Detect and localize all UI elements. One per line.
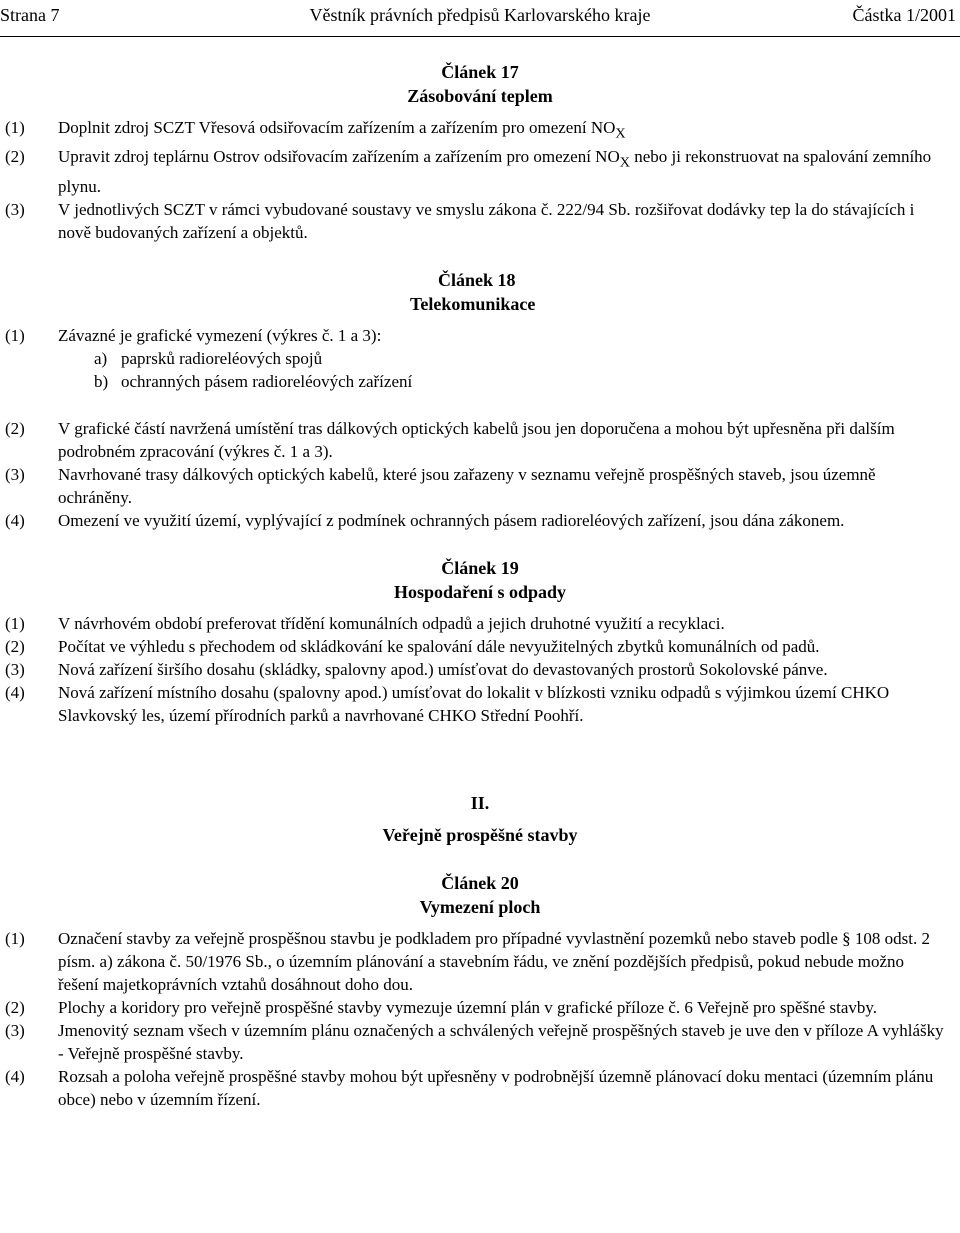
item-text: Doplnit zdroj SCZT Vřesová odsiřovacím zařízením a zařízením pro omezení NO [58, 118, 616, 137]
subitem-label: a) [94, 348, 108, 368]
item-number: (4) [5, 682, 25, 702]
item-number: (2) [5, 418, 25, 438]
item-text: Počítat ve výhledu s přechodem od skládkování ke spalování dále nevyužitelných zbytků komunálních od padů. [58, 636, 820, 656]
subitem-label: b) [94, 371, 109, 391]
document-body [0, 60, 960, 1111]
article-19-item [0, 635, 960, 658]
item-number: (1) [5, 928, 25, 948]
item-text: Plochy a koridory pro veřejně prospěšné stavby vymezuje územní plán v grafické příloze č. 6 Veřejně pro spěšné stavby. [58, 997, 878, 1017]
article-18-subitem [0, 370, 960, 393]
item-text: Označení stavby za veřejně prospěšnou stavbu je podkladem pro případné vyvlastnění pozemků nebo staveb podle § 108 odst. 2 písm. a) zákona č. 50/1976 Sb., o územním plánování a stavebním řádu, ve znění pozdějších předpisů, pokud nebude možno řešení majetkoprávních vztahů dosáhnout doho dou. [58, 928, 930, 994]
item-number: (2) [5, 636, 25, 656]
article-18-item [0, 509, 960, 532]
article-20-item [0, 996, 960, 1019]
article-18-heading: Telekomunikace [410, 293, 536, 314]
subitem-text: paprsků radioreléových spojů [121, 348, 323, 368]
article-20-item [0, 1019, 960, 1065]
item-number: (1) [5, 118, 25, 137]
item-text: Jmenovitý seznam všech v územním plánu označených a schválených veřejně prospěšných staveb je uve den v příloze A vyhlášky - Veřejně prospěšné stavby. [58, 1020, 944, 1063]
item-number: (4) [5, 510, 25, 530]
article-20-item [0, 927, 960, 996]
article-18-subitem [0, 347, 960, 370]
item-text: Rozsah a poloha veřejně prospěšné stavby mohou být upřesněny v podrobnější územně plánovací doku mentaci (územním plánu obce) nebo v územním řízení. [58, 1066, 934, 1109]
item-number: (1) [5, 613, 25, 633]
article-19-heading: Hospodaření s odpady [393, 581, 567, 602]
item-text: V grafické částí navržená umístění tras dálkových optických kabelů jsou jen doporučena a mohou být upřesněna při dalším podrobném zpracování (výkres č. 1 a 3). [58, 418, 895, 461]
article-18-item [0, 417, 960, 463]
journal-title: Věstník právních předpisů Karlovarského kraje [309, 5, 651, 25]
item-number: (1) [5, 325, 25, 345]
issue-number: Částka 1/2001 [852, 5, 956, 25]
section-roman-numeral: II. [470, 792, 490, 813]
article-18-number: Článek 18 [438, 269, 516, 290]
item-number: (3) [5, 199, 25, 219]
item-text: Nová zařízení místního dosahu (spalovny apod.) umísťovat do lokalit v blízkosti vzniku odpadů s výjimkou území CHKO Slavkovský les, území přírodních parků a navrhované CHKO Střední Poohří. [58, 682, 890, 725]
item-number: (2) [5, 147, 25, 167]
item-text: Závazné je grafické vymezení (výkres č. 1 a 3): [58, 325, 382, 345]
item-subscript: X [619, 154, 630, 171]
subitem-text: ochranných pásem radioreléových zařízení [121, 371, 413, 391]
item-text: Nová zařízení širšího dosahu (skládky, spalovny apod.) umísťovat do devastovaných prostorů Sokolovské pánve. [58, 659, 828, 679]
article-17-number: Článek 17 [441, 62, 519, 82]
item-text: Omezení ve využití území, vyplývající z podmínek ochranných pásem radioreléových zařízení, jsou dána zákonem. [58, 510, 845, 530]
page-number: Strana 7 [0, 5, 60, 25]
item-number: (2) [5, 997, 25, 1017]
article-18-item [0, 324, 960, 347]
item-text: V návrhovém období preferovat třídění komunálních odpadů a jejich druhotné využití a recyklaci. [58, 613, 725, 633]
article-19-item [0, 681, 960, 727]
item-number: (3) [5, 1020, 25, 1040]
section-heading: Veřejně prospěšné stavby [382, 824, 578, 845]
article-18-item [0, 463, 960, 509]
article-17-heading: Zásobování teplem [407, 86, 553, 106]
article-19-item [0, 658, 960, 681]
article-20-item [0, 1065, 960, 1111]
item-text: V jednotlivých SCZT v rámci vybudované soustavy ve smyslu zákona č. 222/94 Sb. rozšiřovat dodávky tep la do stávajících i nově budovaných zařízení a objektů. [58, 199, 915, 242]
item-number: (4) [5, 1066, 25, 1086]
item-number: (3) [5, 659, 25, 679]
item-subscript: X [615, 125, 626, 142]
page-header [0, 4, 960, 30]
article-18-title [0, 268, 960, 316]
article-17-item [0, 116, 960, 145]
article-20-heading: Vymezení ploch [419, 896, 541, 917]
header-divider [0, 36, 960, 37]
item-number: (3) [5, 464, 25, 484]
article-17-item [0, 145, 960, 197]
item-text-tail: nebo ji rekonstruovat na spalování zemního plynu. [58, 147, 932, 196]
article-17-item [0, 198, 960, 244]
article-20-number: Článek 20 [441, 872, 519, 893]
item-text: Upravit zdroj teplárnu Ostrov odsiřovacím zařízením a zařízením pro omezení NO [58, 147, 620, 167]
article-19-number: Článek 19 [441, 557, 519, 578]
article-19-item [0, 612, 960, 635]
item-text: Navrhované trasy dálkových optických kabelů, které jsou zařazeny v seznamu veřejně prospěšných staveb, jsou územně ochráněny. [58, 464, 876, 507]
